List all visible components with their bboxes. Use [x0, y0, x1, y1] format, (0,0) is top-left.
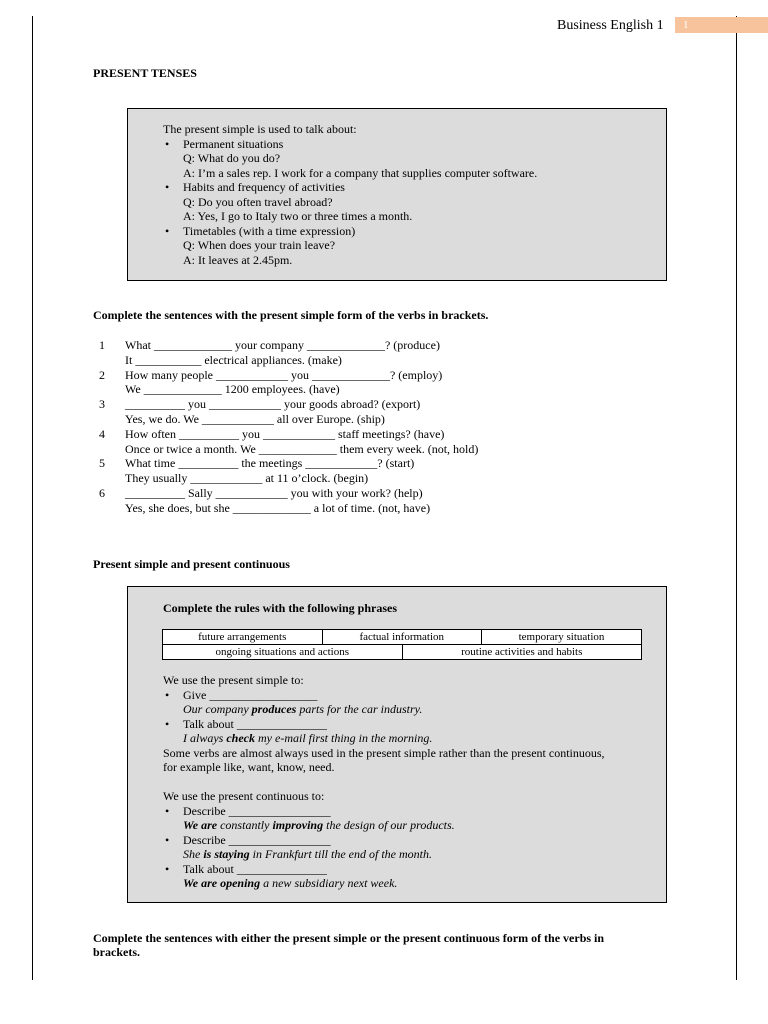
exercise-item: 3 __________ you ____________ your goods abroad? (export) [99, 397, 421, 412]
simple-intro: We use the present simple to: [163, 673, 304, 687]
use-item: • Habits and frequency of activities [165, 180, 345, 194]
phrase-cell: temporary situation [482, 630, 642, 645]
section-title-present-tenses: PRESENT TENSES [93, 66, 197, 80]
exercise-item-answer: We _____________ 1200 employees. (have) [125, 382, 340, 397]
rule-example: Our company produces parts for the car industry. [183, 702, 423, 716]
rule-item: • Describe _________________ [165, 803, 331, 818]
use-answer: A: It leaves at 2.45pm. [183, 252, 293, 267]
exercise-item: 2 How many people ____________ you _____________? (employ) [99, 367, 443, 382]
rule-example: We are constantly improving the design of our products. [183, 818, 455, 832]
use-question: Q: When does your train leave? [183, 238, 336, 252]
rule-item: • Talk about _______________ [165, 716, 327, 731]
rules-box [127, 586, 667, 903]
phrase-bank-row1 [162, 629, 642, 645]
exercise-item-answer: Yes, she does, but she _____________ a lot of time. (not, have) [125, 500, 431, 515]
use-question: Q: Do you often travel abroad? [183, 194, 333, 209]
rule-item: • Talk about _______________ [165, 861, 327, 876]
present-simple-uses-box [127, 108, 667, 281]
rule-item: • Give __________________ [165, 687, 318, 702]
phrase-cell: routine activities and habits [402, 645, 642, 660]
exercise1-instruction: Complete the sentences with the present simple form of the verbs in brackets. [93, 308, 489, 322]
rule-example: She is staying in Frankfurt till the end of the month. [183, 847, 432, 861]
phrase-cell: ongoing situations and actions [163, 645, 403, 660]
use-question: Q: What do you do? [183, 151, 281, 165]
exercise-item: 5 What time __________ the meetings ____________? (start) [99, 456, 415, 471]
box-intro: The present simple is used to talk about: [163, 122, 357, 136]
continuous-intro: We use the present continuous to: [163, 789, 325, 803]
rule-item: • Describe _________________ [165, 832, 331, 847]
exercise-item: 6 __________ Sally ____________ you with your work? (help) [99, 485, 423, 500]
exercise-item: 1 What _____________ your company _____________? (produce) [99, 338, 440, 352]
exercise2-instruction: Complete the sentences with either the present simple or the present continuous form of the verbs in brackets. [93, 931, 605, 959]
right-margin-line [736, 16, 737, 980]
phrase-cell: factual information [322, 630, 482, 645]
verbs-note: for example like, want, know, need. [163, 760, 335, 774]
exercise-item-answer: Yes, we do. We ____________ all over Europe. (ship) [125, 411, 385, 426]
use-answer: A: Yes, I go to Italy two or three times a month. [183, 209, 413, 223]
left-margin-line [32, 16, 33, 980]
rule-example: We are opening a new subsidiary next week. [183, 876, 398, 890]
exercise-item: 4 How often __________ you ____________ staff meetings? (have) [99, 426, 445, 441]
use-item: • Timetables (with a time expression) [165, 223, 356, 238]
verbs-note: Some verbs are almost always used in the present simple rather than the present continuous, [163, 745, 605, 760]
exercise-item-answer: They usually ____________ at 11 o’clock. (begin) [125, 471, 369, 486]
use-answer: A: I’m a sales rep. I work for a company that supplies computer software. [183, 165, 538, 180]
rule-example: I always check my e-mail first thing in the morning. [183, 731, 433, 745]
running-header-title: Business English 1 [557, 18, 664, 33]
rules-heading: Complete the rules with the following phrases [163, 601, 397, 615]
section-title-simple-vs-continuous: Present simple and present continuous [93, 557, 290, 571]
use-item: • Permanent situations [165, 136, 284, 151]
phrase-cell: future arrangements [163, 630, 323, 645]
exercise-item-answer: It ___________ electrical appliances. (make) [125, 352, 342, 367]
exercise-item-answer: Once or twice a month. We _____________ them every week. (not, hold) [125, 441, 479, 456]
exercise1-list [99, 338, 599, 516]
page-number-badge: 1 [675, 17, 768, 33]
phrase-bank-row2 [162, 644, 642, 660]
